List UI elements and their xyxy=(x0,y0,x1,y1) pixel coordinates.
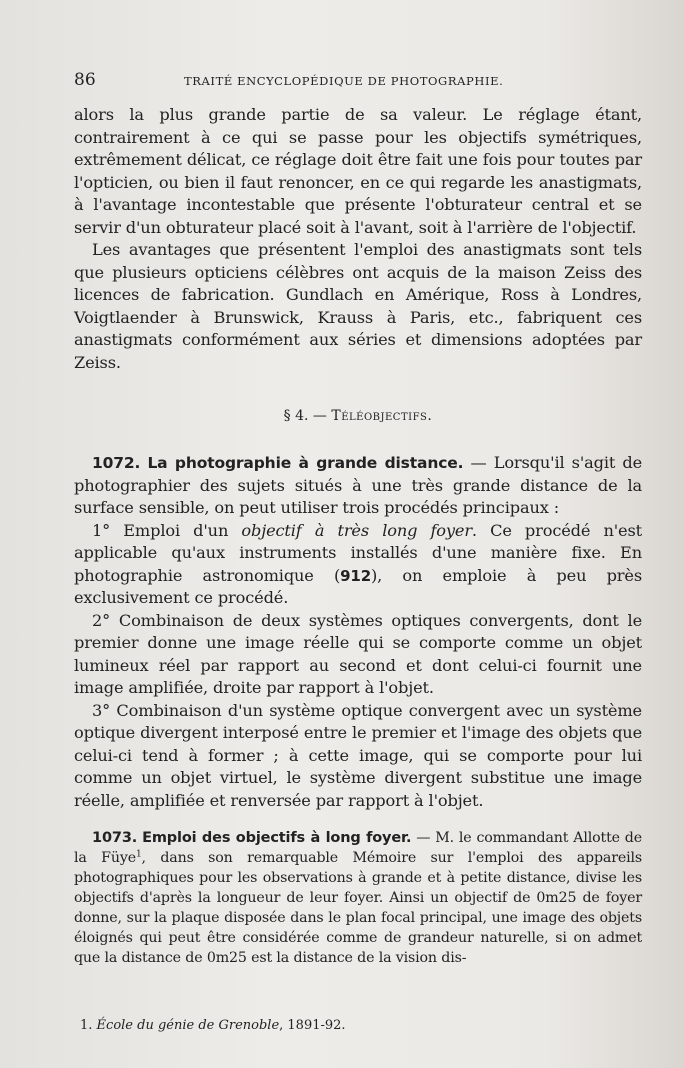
section-heading xyxy=(74,408,642,424)
article-1073-lead: — M. le commandant Allotte de la Füye xyxy=(74,830,642,866)
article-1072-item-2: 2° Combinaison de deux systèmes optiques convergents, dont le premier donne une image réelle qui se comporte comme un objet lumineux réel par rapport au second et dont celui-ci fournit une image amplifiée, droite par rapport à l'objet. xyxy=(74,610,642,697)
section-title: Téléobjectifs. xyxy=(331,408,433,424)
item-1-reference: 912 xyxy=(340,566,372,585)
article-1072-intro xyxy=(74,452,642,520)
page-number: 86 xyxy=(74,70,96,90)
paragraph-anastigmats: Les avantages que présentent l'emploi des anastigmats sont tels que plusieurs opticiens célèbres ont acquis de la maison Zeiss des licences de fabrication. Gundlach en Amérique, Ross à Londres, Voigtlaender à Brunswick, Krauss à Paris, etc., fabriquent ces anastigmats conformément aux séries et dimensions adoptées par Zeiss. xyxy=(74,240,642,372)
item-1-end: ), on emploie à peu près exclusivement ce procédé. xyxy=(74,565,642,607)
footnote-italic: École du génie de Grenoble xyxy=(96,1018,280,1033)
article-1073-title: Emploi des objectifs à long foyer. xyxy=(142,830,412,846)
footnote-rest: , 1891-92. xyxy=(279,1018,346,1033)
article-1072-intro-text: — Lorsqu'il s'agit de photographier des sujets situés à une très grande distance de la surface sensible, on peut utiliser trois procédés principaux : xyxy=(74,453,643,517)
article-1073 xyxy=(74,828,642,968)
article-1073-text xyxy=(74,828,642,968)
item-1-lead: 1° Emploi d'un xyxy=(92,520,242,540)
article-1072-item-3: 3° Combinaison d'un système optique convergent avec un système optique divergent interposé entre le premier et l'image des objets que celui-ci tend à former ; à cette image, qui se comporte pour lui comme un objet virtuel, le système divergent substitue une image réelle, amplifiée et renversée par rapport à l'objet. xyxy=(74,700,642,810)
section-prefix: § 4. — xyxy=(283,408,327,424)
footnote-marker: 1 xyxy=(135,849,142,860)
running-title: TRAITÉ ENCYCLOPÉDIQUE DE PHOTOGRAPHIE. xyxy=(184,74,504,88)
article-1073-body: , dans son remarquable Mémoire sur l'emploi des appareils photographiques pour les observations à grande et à petite distance, divise les objectifs d'après la longueur de leur foyer. Ainsi un objectif de 0m25 de foyer donne, sur la plaque disposée dans le plan focal principal, une image des objets éloignés qui peut être considérée comme de grandeur naturelle, si on admet que la distance de 0m25 est la distance de la vision dis- xyxy=(74,850,642,966)
item-1-italic: objectif à très long foyer xyxy=(241,520,472,540)
article-1072 xyxy=(74,452,642,812)
footnote-number: 1. xyxy=(80,1018,93,1033)
item-1-mid: . Ce procédé n'est applicable qu'aux instruments installés d'une manière fixe. En photographie astronomique ( xyxy=(74,520,642,585)
footnote xyxy=(80,1018,346,1033)
paragraph-continuation: alors la plus grande partie de sa valeur. Le réglage étant, contrairement à ce qui se passe pour les objectifs symétriques, extrêmement délicat, ce réglage doit être fait une fois pour toutes par l'opticien, ou bien il faut renoncer, en ce qui regarde les anastigmats, à l'avantage incontestable que présente l'obturateur central et se servir d'un obturateur placé soit à l'avant, soit à l'arrière de l'objectif. xyxy=(74,105,642,237)
article-1072-item-1 xyxy=(74,520,642,610)
article-1072-title: La photographie à grande distance. xyxy=(147,454,464,472)
article-1073-number: 1073. xyxy=(92,830,138,846)
article-1072-number: 1072. xyxy=(92,454,141,472)
page-header xyxy=(74,70,642,90)
